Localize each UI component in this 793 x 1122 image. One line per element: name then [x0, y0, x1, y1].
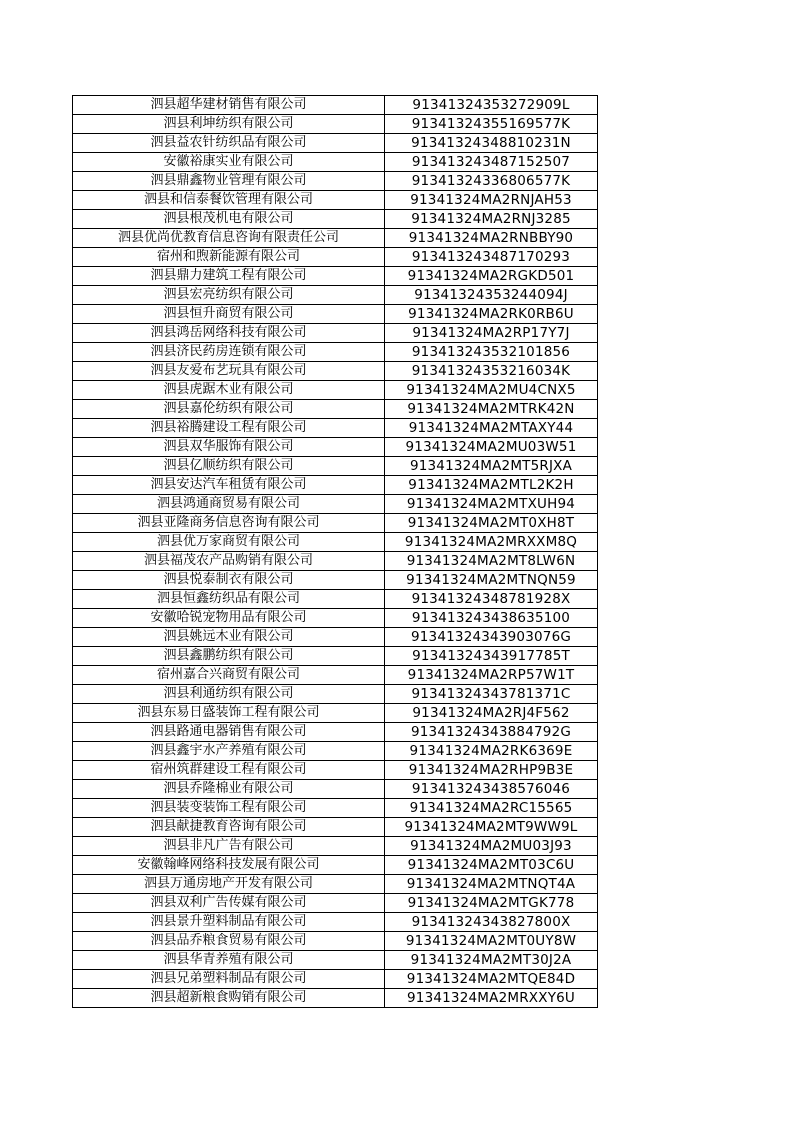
company-name-cell: 宿州筑群建设工程有限公司	[73, 761, 385, 780]
credit-code-cell: 91341324MA2MTAXY44	[385, 419, 598, 438]
table-row	[73, 419, 598, 438]
credit-code-cell: 91341324MA2MTGK778	[385, 894, 598, 913]
table-row	[73, 476, 598, 495]
company-name-cell: 泗县嘉伦纺织有限公司	[73, 400, 385, 419]
company-name-cell: 泗县济民药房连锁有限公司	[73, 343, 385, 362]
table-row	[73, 590, 598, 609]
table-row	[73, 514, 598, 533]
table-row	[73, 951, 598, 970]
company-name-cell: 泗县恒鑫纺织品有限公司	[73, 590, 385, 609]
credit-code-cell: 91341324MA2MTRK42N	[385, 400, 598, 419]
table-row	[73, 761, 598, 780]
company-name-cell: 泗县品乔粮食贸易有限公司	[73, 932, 385, 951]
table-row	[73, 438, 598, 457]
credit-code-cell: 91341324MA2MT0UY8W	[385, 932, 598, 951]
credit-code-cell: 91341324MA2RP57W1T	[385, 666, 598, 685]
table-row	[73, 96, 598, 115]
company-name-cell: 泗县和信泰餐饮管理有限公司	[73, 191, 385, 210]
credit-code-cell: 91341324MA2RJ4F562	[385, 704, 598, 723]
table-row	[73, 210, 598, 229]
table-row	[73, 248, 598, 267]
credit-code-cell: 91341324MA2MTQE84D	[385, 970, 598, 989]
table-row	[73, 457, 598, 476]
table-row	[73, 628, 598, 647]
credit-code-cell: 91341324MA2MT30J2A	[385, 951, 598, 970]
table-row	[73, 685, 598, 704]
company-name-cell: 泗县益农针纺织品有限公司	[73, 134, 385, 153]
company-name-cell: 泗县非凡广告有限公司	[73, 837, 385, 856]
company-name-cell: 泗县乔隆棉业有限公司	[73, 780, 385, 799]
table-row	[73, 704, 598, 723]
company-name-cell: 泗县鑫鹏纺织有限公司	[73, 647, 385, 666]
company-name-cell: 泗县华青养殖有限公司	[73, 951, 385, 970]
credit-code-cell: 91341324MA2MTNQN59	[385, 571, 598, 590]
company-name-cell: 泗县鸿通商贸易有限公司	[73, 495, 385, 514]
credit-code-cell: 91341324MA2MRXXM8Q	[385, 533, 598, 552]
table-row	[73, 609, 598, 628]
credit-code-cell: 91341324343781371C	[385, 685, 598, 704]
credit-code-cell: 91341324MA2RNJAH53	[385, 191, 598, 210]
company-name-cell: 泗县超新粮食购销有限公司	[73, 989, 385, 1008]
table-row	[73, 286, 598, 305]
credit-code-cell: 91341324MA2RHP9B3E	[385, 761, 598, 780]
credit-code-cell: 91341324MA2RK6369E	[385, 742, 598, 761]
table-row	[73, 932, 598, 951]
table-row	[73, 381, 598, 400]
company-name-cell: 泗县鼎鑫物业管理有限公司	[73, 172, 385, 191]
credit-code-cell: 91341324353216034K	[385, 362, 598, 381]
company-name-cell: 泗县安达汽车租赁有限公司	[73, 476, 385, 495]
table-row	[73, 723, 598, 742]
table-row	[73, 153, 598, 172]
credit-code-cell: 91341324MA2MT8LW6N	[385, 552, 598, 571]
company-name-cell: 安徽翰峰网络科技发展有限公司	[73, 856, 385, 875]
company-name-cell: 泗县悦泰制衣有限公司	[73, 571, 385, 590]
company-name-cell: 泗县友爱布艺玩具有限公司	[73, 362, 385, 381]
company-name-cell: 泗县利坤纺织有限公司	[73, 115, 385, 134]
credit-code-cell: 91341324MA2MT03C6U	[385, 856, 598, 875]
credit-code-cell: 91341324MA2MTXUH94	[385, 495, 598, 514]
credit-code-cell: 91341324343903076G	[385, 628, 598, 647]
company-name-cell: 泗县亚隆商务信息咨询有限公司	[73, 514, 385, 533]
credit-code-cell: 91341324MA2RP17Y7J	[385, 324, 598, 343]
company-name-cell: 泗县兄弟塑料制品有限公司	[73, 970, 385, 989]
credit-code-cell: 91341324MA2RK0RB6U	[385, 305, 598, 324]
credit-code-cell: 91341324MA2RNBBY90	[385, 229, 598, 248]
company-name-cell: 泗县东易日盛装饰工程有限公司	[73, 704, 385, 723]
table-row	[73, 780, 598, 799]
company-name-cell: 泗县双利广告传媒有限公司	[73, 894, 385, 913]
table-body	[73, 96, 598, 1008]
credit-code-cell: 91341324353272909L	[385, 96, 598, 115]
company-name-cell: 泗县虎踞木业有限公司	[73, 381, 385, 400]
credit-code-cell: 91341324343827800X	[385, 913, 598, 932]
company-name-cell: 泗县鼎力建筑工程有限公司	[73, 267, 385, 286]
credit-code-cell: 91341324MA2RC15565	[385, 799, 598, 818]
company-name-cell: 泗县利通纺织有限公司	[73, 685, 385, 704]
company-name-cell: 泗县优尚优教育信息咨询有限责任公司	[73, 229, 385, 248]
credit-code-cell: 91341324355169577K	[385, 115, 598, 134]
table-row	[73, 799, 598, 818]
credit-code-cell: 913413243532101856	[385, 343, 598, 362]
company-name-cell: 泗县福茂农产品购销有限公司	[73, 552, 385, 571]
table-row	[73, 571, 598, 590]
table-row	[73, 267, 598, 286]
credit-code-cell: 913413243438635100	[385, 609, 598, 628]
table-row	[73, 362, 598, 381]
table-row	[73, 134, 598, 153]
table-row	[73, 647, 598, 666]
table-row	[73, 894, 598, 913]
credit-code-cell: 913413243438576046	[385, 780, 598, 799]
credit-code-cell: 91341324MA2MU03W51	[385, 438, 598, 457]
table-row	[73, 229, 598, 248]
credit-code-cell: 91341324343884792G	[385, 723, 598, 742]
credit-code-cell: 91341324336806577K	[385, 172, 598, 191]
company-name-cell: 泗县鑫宇水产养殖有限公司	[73, 742, 385, 761]
table-row	[73, 400, 598, 419]
table-row	[73, 115, 598, 134]
credit-code-cell: 913413243487152507	[385, 153, 598, 172]
table-row	[73, 305, 598, 324]
table-row	[73, 191, 598, 210]
company-table	[72, 95, 598, 1008]
credit-code-cell: 91341324343917785T	[385, 647, 598, 666]
table-row	[73, 837, 598, 856]
table-row	[73, 913, 598, 932]
company-name-cell: 泗县万通房地产开发有限公司	[73, 875, 385, 894]
credit-code-cell: 91341324348781928X	[385, 590, 598, 609]
credit-code-cell: 91341324MA2MTL2K2H	[385, 476, 598, 495]
company-name-cell: 泗县装变装饰工程有限公司	[73, 799, 385, 818]
credit-code-cell: 91341324MA2MT9WW9L	[385, 818, 598, 837]
company-name-cell: 泗县双华服饰有限公司	[73, 438, 385, 457]
table-row	[73, 533, 598, 552]
credit-code-cell: 91341324353244094J	[385, 286, 598, 305]
company-name-cell: 泗县恒升商贸有限公司	[73, 305, 385, 324]
company-name-cell: 安徽哈锐宠物用品有限公司	[73, 609, 385, 628]
credit-code-cell: 913413243487170293	[385, 248, 598, 267]
table-row	[73, 856, 598, 875]
credit-code-cell: 91341324MA2MT5RJXA	[385, 457, 598, 476]
table-row	[73, 970, 598, 989]
table-row	[73, 666, 598, 685]
company-name-cell: 泗县超华建材销售有限公司	[73, 96, 385, 115]
credit-code-cell: 91341324MA2RGKD501	[385, 267, 598, 286]
company-name-cell: 泗县优万家商贸有限公司	[73, 533, 385, 552]
company-name-cell: 泗县景升塑料制品有限公司	[73, 913, 385, 932]
company-name-cell: 宿州嘉合兴商贸有限公司	[73, 666, 385, 685]
table-row	[73, 552, 598, 571]
table-row	[73, 495, 598, 514]
company-name-cell: 泗县宏亮纺织有限公司	[73, 286, 385, 305]
table-row	[73, 989, 598, 1008]
credit-code-cell: 91341324MA2RNJ3285	[385, 210, 598, 229]
credit-code-cell: 91341324MA2MRXXY6U	[385, 989, 598, 1008]
table-row	[73, 742, 598, 761]
company-name-cell: 泗县献捷教育咨询有限公司	[73, 818, 385, 837]
company-name-cell: 泗县根茂机电有限公司	[73, 210, 385, 229]
company-name-cell: 泗县姚远木业有限公司	[73, 628, 385, 647]
credit-code-cell: 91341324348810231N	[385, 134, 598, 153]
table-row	[73, 324, 598, 343]
credit-code-cell: 91341324MA2MU03J93	[385, 837, 598, 856]
table-row	[73, 343, 598, 362]
company-name-cell: 泗县裕腾建设工程有限公司	[73, 419, 385, 438]
credit-code-cell: 91341324MA2MT0XH8T	[385, 514, 598, 533]
credit-code-cell: 91341324MA2MU4CNX5	[385, 381, 598, 400]
table-row	[73, 818, 598, 837]
credit-code-cell: 91341324MA2MTNQT4A	[385, 875, 598, 894]
table-row	[73, 172, 598, 191]
company-name-cell: 安徽裕康实业有限公司	[73, 153, 385, 172]
company-name-cell: 泗县亿顺纺织有限公司	[73, 457, 385, 476]
company-name-cell: 泗县鸿岳网络科技有限公司	[73, 324, 385, 343]
company-name-cell: 宿州和煦新能源有限公司	[73, 248, 385, 267]
company-name-cell: 泗县路通电器销售有限公司	[73, 723, 385, 742]
table-row	[73, 875, 598, 894]
